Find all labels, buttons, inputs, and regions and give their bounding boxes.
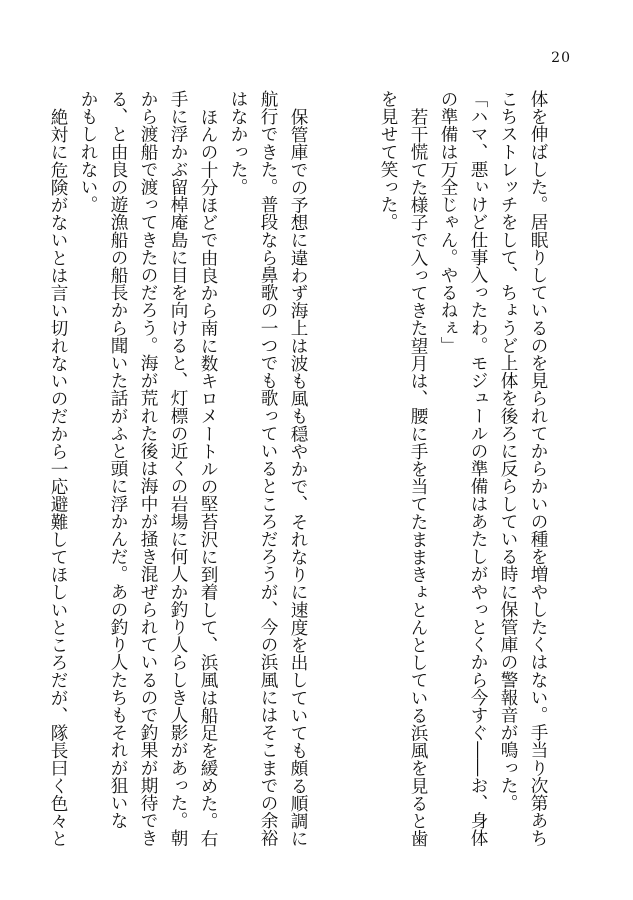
text-line: はなかった。: [228, 90, 248, 196]
scene-break: [313, 90, 373, 850]
text-line: 若干慌てた様子で入ってきた望月は、腰に手を当てたままきょとんとしている浜風を見ると歯: [408, 107, 428, 847]
text-line: の準備は万全じゃん。やるねぇ」: [438, 90, 458, 354]
text-line: かもしれない。: [78, 90, 98, 214]
page-number: 20: [551, 50, 571, 66]
text-line: 絶対に危険がないとは言い切れないのだから一応避難してほしいところだが、隊長曰く色々と: [48, 107, 68, 847]
text-line: ほんの十分ほどで由良から南に数キロメートルの堅苔沢に到着して、浜風は船足を緩めた。右: [198, 107, 218, 847]
text-line: 体を伸ばした。居眠りしているのを見られてからかいの種を増やしたくはない。手当り次第あち: [528, 90, 548, 847]
text-line: 航行できた。普段なら鼻歌の一つでも歌っているところだろうが、今の浜風にはそこまでの余裕: [258, 90, 278, 847]
text-line: から渡船で渡ってきたのだろう。海が荒れた後は海中が掻き混ぜられているので釣果が期待でき: [138, 90, 158, 847]
text-line: を見せて笑った。: [378, 90, 398, 231]
text-line: 「ハマ、悪ぃけど仕事入ったわ。モジュールの準備はあたしがやっとくから今すぐ――お、身体: [468, 90, 488, 847]
body-text: [48, 90, 553, 850]
text-line: 保管庫での予想に違わず海上は波も風も穏やかで、それなりに速度を出していても頗る順調に: [288, 107, 308, 847]
text-line: 手に浮かぶ留棹庵島に目を向けると、灯標の近くの岩場に何人か釣り人らしき人影があった。朝: [168, 90, 188, 847]
text-line: こちストレッチをして、ちょうど上体を後ろに反らしている時に保管庫の警報音が鳴った。: [498, 90, 518, 812]
text-line: る、と由良の遊漁船の船長から聞いた話がふと頭に浮かんだ。あの釣り人たちもそれが狙いな: [108, 90, 128, 830]
